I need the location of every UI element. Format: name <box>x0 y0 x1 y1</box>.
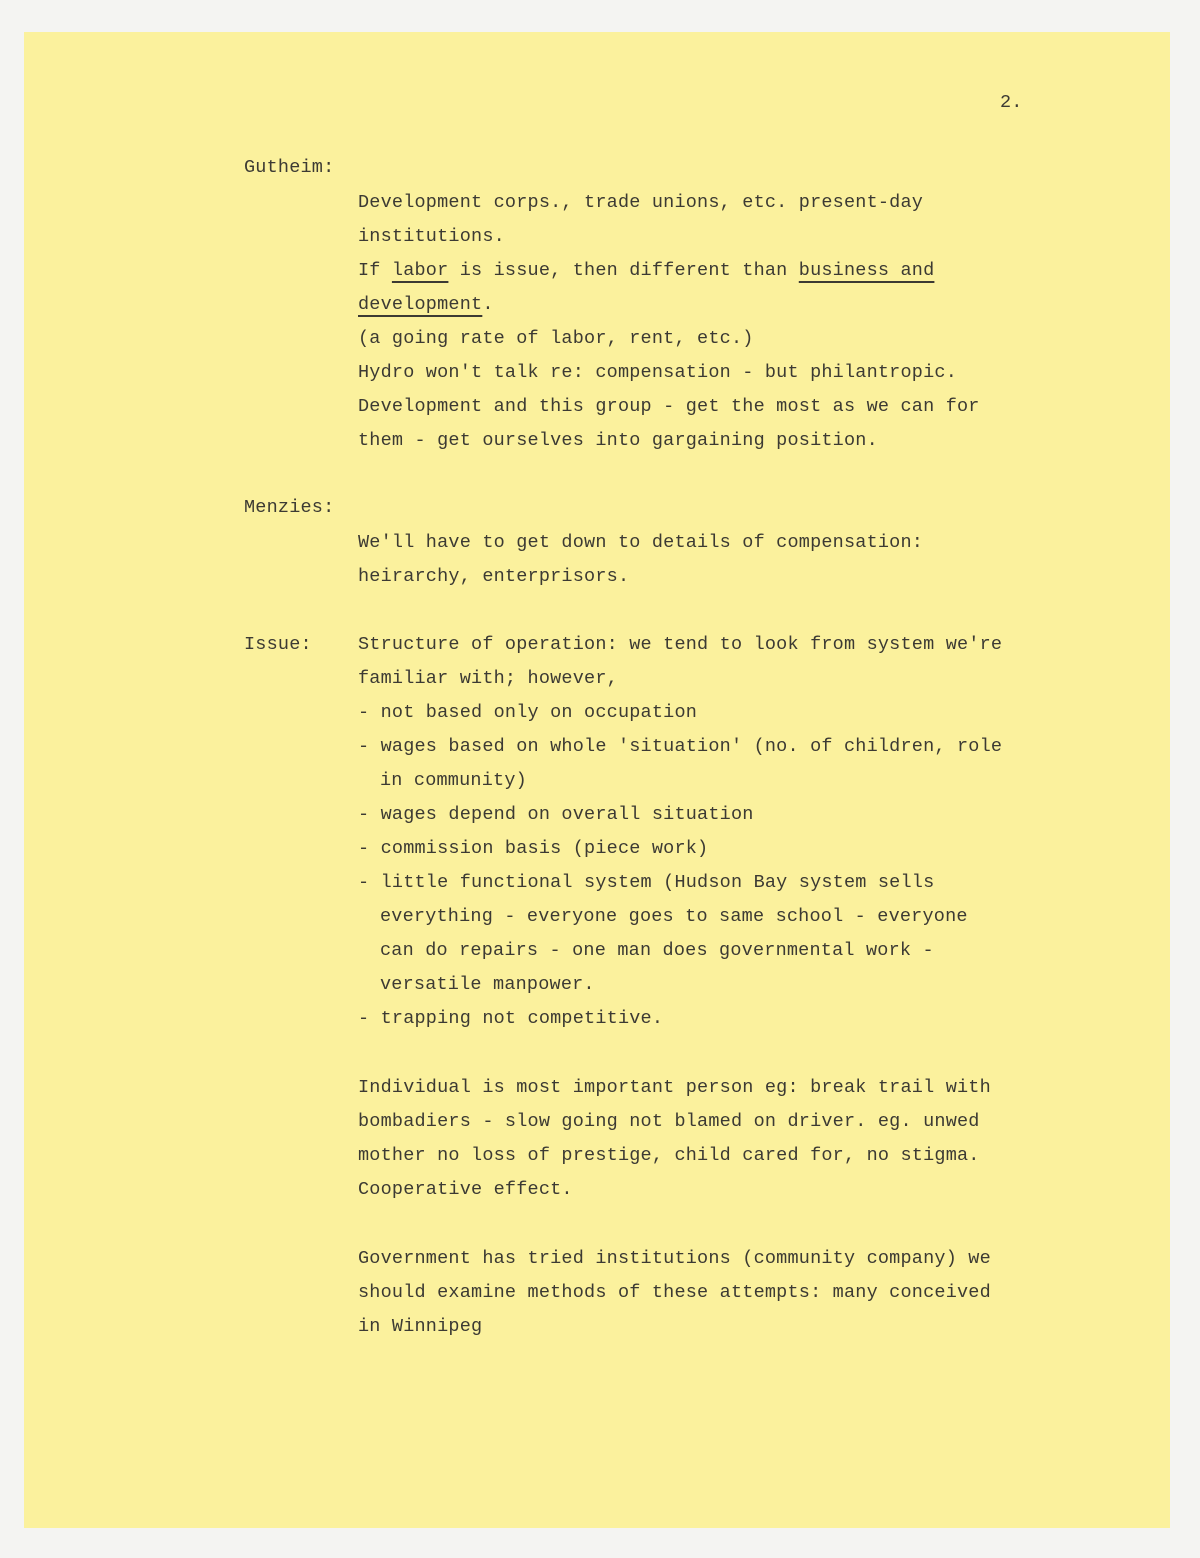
speaker-issue: Issue: <box>244 634 312 655</box>
list-item: - not based only on occupation <box>358 702 698 723</box>
note-line: We'll have to get down to details of compensation: <box>358 532 924 553</box>
list-item: - little functional system (Hudson Bay system sells <box>358 872 935 893</box>
underlined-development: development <box>358 294 483 315</box>
note-line <box>358 260 934 281</box>
note-line: Development and this group - get the most as we can for <box>358 396 980 417</box>
note-line: heirarchy, enterprisors. <box>358 566 630 587</box>
underlined-labor: labor <box>391 260 449 281</box>
text-run: is issue, then different than <box>448 260 799 281</box>
typewritten-page <box>24 32 1170 1528</box>
paragraph-line: mother no loss of prestige, child cared for, no stigma. <box>358 1145 980 1166</box>
underlined-business-and: business and <box>798 260 935 281</box>
paragraph-line: Government has tried institutions (community company) we <box>358 1248 991 1269</box>
paragraph-line: Cooperative effect. <box>358 1179 573 1200</box>
note-line: Development corps., trade unions, etc. present-day <box>358 192 924 213</box>
list-item-continuation: versatile manpower. <box>380 974 595 995</box>
speaker-menzies: Menzies: <box>244 497 335 518</box>
text-run: . <box>482 294 494 315</box>
paragraph-line: bombadiers - slow going not blamed on driver. eg. unwed <box>358 1111 980 1132</box>
list-item: - wages based on whole 'situation' (no. of children, role <box>358 736 1003 757</box>
note-line <box>358 294 494 315</box>
note-line: Structure of operation: we tend to look from system we're <box>358 634 1003 655</box>
paragraph-line: in Winnipeg <box>358 1316 483 1337</box>
list-item-continuation: everything - everyone goes to same school - everyone <box>380 906 968 927</box>
list-item-continuation: can do repairs - one man does governmental work - <box>380 940 934 961</box>
list-item-continuation: in community) <box>380 770 527 791</box>
list-item: - wages depend on overall situation <box>358 804 754 825</box>
paragraph-line: Individual is most important person eg: break trail with <box>358 1077 991 1098</box>
text-run: If <box>358 260 392 281</box>
page-number: 2. <box>1000 92 1023 113</box>
list-item: - trapping not competitive. <box>358 1008 664 1029</box>
list-item: - commission basis (piece work) <box>358 838 709 859</box>
paragraph-line: should examine methods of these attempts: many conceived <box>358 1282 991 1303</box>
note-line: institutions. <box>358 226 505 247</box>
note-line: them - get ourselves into gargaining position. <box>358 430 878 451</box>
note-line: Hydro won't talk re: compensation - but philantropic. <box>358 362 957 383</box>
note-line: familiar with; however, <box>358 668 618 689</box>
note-line: (a going rate of labor, rent, etc.) <box>358 328 754 349</box>
speaker-gutheim: Gutheim: <box>244 157 335 178</box>
